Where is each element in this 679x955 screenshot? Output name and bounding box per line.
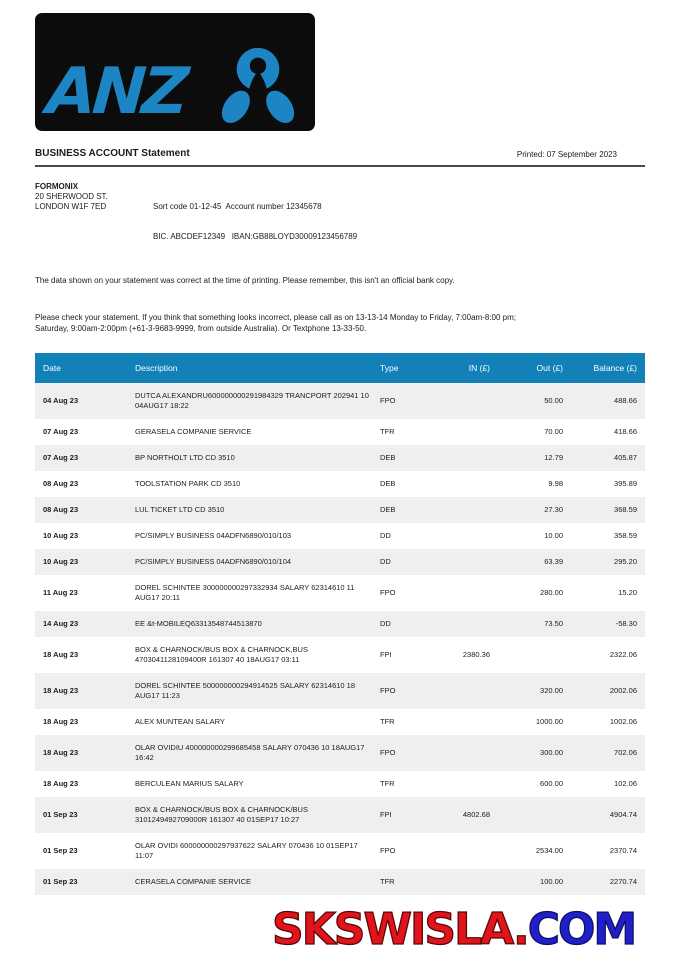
- cell-balance: 2270.74: [609, 877, 637, 886]
- cell-description: DUTCA ALEXANDRU600000000291984329 TRANCPORT 202941 10 04AUG17 18:22: [135, 391, 369, 410]
- cell-description: PC/SIMPLY BUSINESS 04ADFN6890/010/104: [135, 557, 292, 566]
- cell-in: [435, 869, 490, 895]
- account-holder-name: FORMONIX: [35, 182, 79, 191]
- table-row: [35, 445, 645, 471]
- cell-in: [435, 419, 490, 445]
- col-header-out: Out (£): [490, 353, 563, 383]
- cell-out: [490, 797, 563, 833]
- transactions-table: [35, 353, 645, 895]
- cell-balance: 15.20: [618, 588, 637, 597]
- cell-out: 2534.00: [535, 846, 563, 855]
- cell-type: FPO: [380, 396, 396, 405]
- cell-out: [490, 637, 563, 673]
- cell-balance: 295.20: [614, 557, 637, 566]
- table-row: [35, 471, 645, 497]
- cell-date: 04 Aug 23: [43, 396, 79, 405]
- cell-out: 70.00: [544, 427, 563, 436]
- table-row: [35, 673, 645, 709]
- bic-iban-line: BIC. ABCDEF12349 IBAN:GB88LOYD30009123456789: [153, 232, 358, 241]
- col-header-type: Type: [380, 353, 435, 383]
- anz-wordmark: ANZ: [44, 55, 188, 129]
- cell-in: 2380.36: [462, 650, 490, 659]
- cell-in: [435, 497, 490, 523]
- table-row: [35, 637, 645, 673]
- cell-in: [435, 833, 490, 869]
- cell-date: 10 Aug 23: [43, 557, 79, 566]
- cell-balance: 702.06: [614, 748, 637, 757]
- account-address-line1: 20 SHERWOOD ST.: [35, 192, 108, 201]
- col-header-in: IN (£): [435, 353, 490, 383]
- cell-balance: 418.66: [614, 427, 637, 436]
- cell-out: 10.00: [544, 531, 563, 540]
- account-identifiers: [153, 182, 357, 262]
- cell-in: [435, 673, 490, 709]
- cell-balance: 358.59: [614, 531, 637, 540]
- statement-header: [35, 148, 645, 159]
- table-row: [35, 797, 645, 833]
- cell-date: 01 Sep 23: [43, 810, 78, 819]
- cell-balance: 488.66: [614, 396, 637, 405]
- cell-out: 100.00: [540, 877, 563, 886]
- cell-description: BP NORTHOLT LTD CD 3510: [135, 453, 235, 462]
- cell-type: TFR: [380, 717, 395, 726]
- cell-in: [435, 771, 490, 797]
- col-header-balance: Balance (£): [563, 353, 645, 383]
- table-row: [35, 419, 645, 445]
- cell-type: TFR: [380, 427, 395, 436]
- cell-out: 280.00: [540, 588, 563, 597]
- cell-in: [435, 383, 490, 419]
- cell-out: 300.00: [540, 748, 563, 757]
- account-holder: [35, 182, 153, 262]
- cell-description: CERASELA COMPANIE SERVICE: [135, 877, 252, 886]
- printed-date: Printed: 07 September 2023: [516, 150, 617, 159]
- cell-in: [435, 611, 490, 637]
- cell-description: DOREL SCHINTEE 300000000297332934 SALARY 62314610 11 AUG17 20:11: [135, 583, 355, 602]
- cell-description: LUL TICKET LTD CD 3510: [135, 505, 225, 514]
- cell-date: 18 Aug 23: [43, 686, 79, 695]
- cell-out: 1000.00: [535, 717, 563, 726]
- table-row: [35, 735, 645, 771]
- cell-description: BOX & CHARNOCK/BUS BOX & CHARNOCK,BUS 4703041128109400R 161307 40 18AUG17 03:11: [135, 645, 308, 664]
- cell-description: OLAR OVIDI 600000000297937622 SALARY 070436 10 01SEP17 11:07: [135, 841, 358, 860]
- cell-out: 12.79: [544, 453, 563, 462]
- cell-date: 01 Sep 23: [43, 877, 78, 886]
- watermark-blue-text: COM: [527, 904, 636, 955]
- cell-date: 07 Aug 23: [43, 427, 79, 436]
- cell-in: [435, 549, 490, 575]
- cell-in: [435, 523, 490, 549]
- cell-type: FPO: [380, 748, 396, 757]
- cell-out: 320.00: [540, 686, 563, 695]
- cell-description: BERCULEAN MARIUS SALARY: [135, 779, 244, 788]
- cell-balance: 368.59: [614, 505, 637, 514]
- page-title: BUSINESS ACCOUNT Statement: [35, 148, 190, 159]
- cell-type: DEB: [380, 453, 396, 462]
- cell-balance: 102.06: [614, 779, 637, 788]
- cell-date: 18 Aug 23: [43, 717, 79, 726]
- cell-description: OLAR OVIDIU 400000000299685458 SALARY 070436 10 18AUG17 16:42: [135, 743, 365, 762]
- cell-balance: -58.30: [615, 619, 637, 628]
- table-row: [35, 523, 645, 549]
- table-row: [35, 771, 645, 797]
- cell-out: 73.50: [544, 619, 563, 628]
- cell-description: BOX & CHARNOCK/BUS BOX & CHARNOCK/BUS 3101249492709000R 161307 40 01SEP17 10:27: [135, 805, 308, 824]
- cell-type: TFR: [380, 779, 395, 788]
- cell-date: 18 Aug 23: [43, 748, 79, 757]
- cell-type: FPO: [380, 846, 396, 855]
- cell-in: [435, 471, 490, 497]
- cell-balance: 2002.06: [609, 686, 637, 695]
- cell-description: EE &t-MOBILEQ63313548744513870: [135, 619, 262, 628]
- cell-description: PC/SIMPLY BUSINESS 04ADFN6890/010/103: [135, 531, 292, 540]
- cell-date: 18 Aug 23: [43, 650, 79, 659]
- cell-balance: 1002.06: [609, 717, 637, 726]
- cell-date: 01 Sep 23: [43, 846, 78, 855]
- table-row: [35, 383, 645, 419]
- cell-in: [435, 575, 490, 611]
- cell-type: TFR: [380, 877, 395, 886]
- table-row: [35, 869, 645, 895]
- cell-type: FPO: [380, 588, 396, 597]
- cell-balance: 2370.74: [609, 846, 637, 855]
- anz-logo: [35, 13, 315, 131]
- cell-date: 07 Aug 23: [43, 453, 79, 462]
- anz-person-lotus-icon: [217, 45, 299, 131]
- cell-date: 18 Aug 23: [43, 779, 79, 788]
- table-row: [35, 611, 645, 637]
- cell-description: DOREL SCHINTEE 500000000294914525 SALARY 62314610 18 AUG17 11:23: [135, 681, 356, 700]
- col-header-description: Description: [135, 353, 380, 383]
- table-row: [35, 575, 645, 611]
- cell-type: DD: [380, 619, 391, 628]
- cell-out: 9.98: [548, 479, 563, 488]
- cell-balance: 405.87: [614, 453, 637, 462]
- cell-in: 4802.68: [462, 810, 490, 819]
- cell-type: DEB: [380, 479, 396, 488]
- table-row: [35, 709, 645, 735]
- cell-type: DD: [380, 531, 391, 540]
- cell-description: GERASELA COMPANIE SERVICE: [135, 427, 252, 436]
- header-divider: [35, 165, 645, 167]
- cell-balance: 395.89: [614, 479, 637, 488]
- account-address-line2: LONDON W1F 7ED: [35, 202, 107, 211]
- cell-type: DD: [380, 557, 391, 566]
- cell-type: DEB: [380, 505, 396, 514]
- cell-balance: 2322.06: [609, 650, 637, 659]
- cell-date: 10 Aug 23: [43, 531, 79, 540]
- cell-balance: 4904.74: [609, 810, 637, 819]
- table-row: [35, 497, 645, 523]
- correctness-notice: The data shown on your statement was correct at the time of printing. Please remember, this isn't an official bank copy.: [35, 276, 455, 285]
- cell-out: 50.00: [544, 396, 563, 405]
- sort-code-line: Sort code 01-12-45 Account number 12345678: [153, 202, 322, 211]
- table-header: [35, 353, 645, 383]
- cell-date: 08 Aug 23: [43, 479, 79, 488]
- cell-out: 63.39: [544, 557, 563, 566]
- cell-in: [435, 735, 490, 771]
- cell-out: 27.30: [544, 505, 563, 514]
- cell-type: FPI: [380, 810, 392, 819]
- watermark-red-text: SKSWISLA.: [272, 904, 528, 955]
- table-row: [35, 549, 645, 575]
- table-row: [35, 833, 645, 869]
- account-block: [35, 182, 645, 262]
- cell-in: [435, 445, 490, 471]
- cell-type: FPO: [380, 686, 396, 695]
- cell-type: FPI: [380, 650, 392, 659]
- site-watermark: [272, 904, 645, 955]
- cell-date: 14 Aug 23: [43, 619, 79, 628]
- cell-description: TOOLSTATION PARK CD 3510: [135, 479, 241, 488]
- cell-out: 600.00: [540, 779, 563, 788]
- statement-table-body: [35, 383, 645, 895]
- contact-notice: Please check your statement. If you think that something looks incorrect, please call as on 13-13-14 Monday to Friday, 7:00am-8:00 pm; Saturday, 9:00am-2:00pm (+61-3-9683-9999, from outside Australia). Or Textphone 13-33-50.: [35, 313, 516, 333]
- cell-in: [435, 709, 490, 735]
- col-header-date: Date: [35, 353, 135, 383]
- cell-description: ALEX MUNTEAN SALARY: [135, 717, 225, 726]
- cell-date: 08 Aug 23: [43, 505, 79, 514]
- cell-date: 11 Aug 23: [43, 588, 78, 597]
